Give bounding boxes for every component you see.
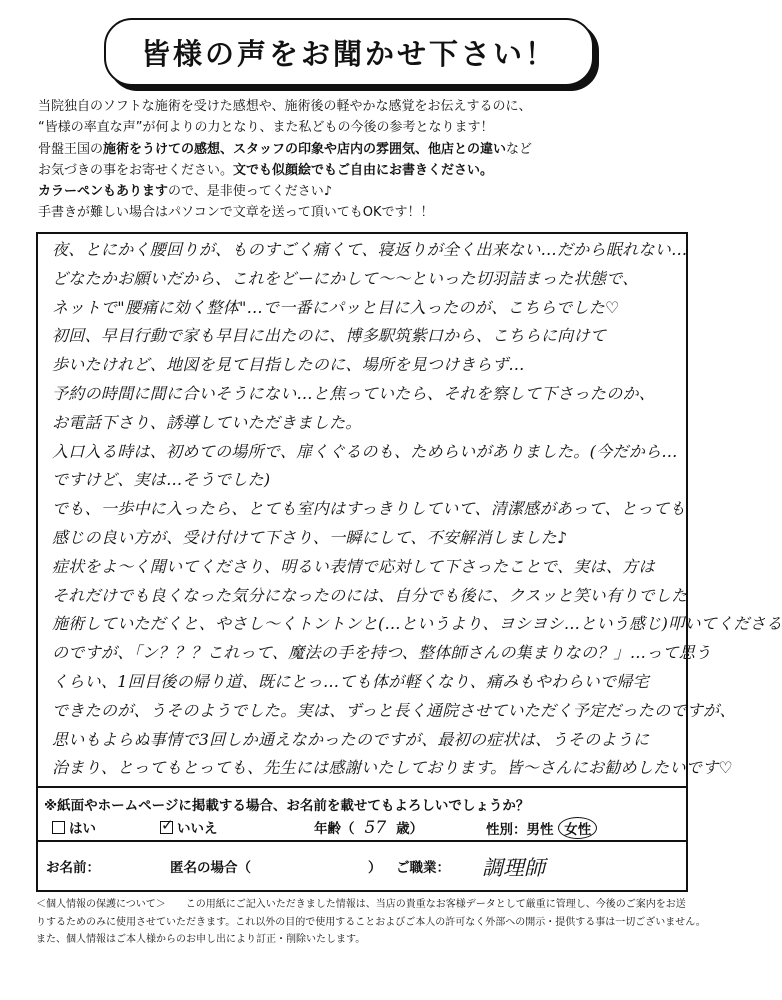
- intro-emphasis: カラーペンもあります: [38, 184, 169, 200]
- anonymous-label: 匿名の場合（: [170, 860, 251, 876]
- testimonial-line: 夜、とにかく腰回りが、ものすごく痛くて、寝返りが全く出来ない…だから眠れない…: [52, 240, 688, 259]
- consent-section: [36, 788, 688, 842]
- option-yes[interactable]: [52, 817, 96, 837]
- gender-field[interactable]: [486, 817, 597, 839]
- intro-emphasis: 施術をうけての感想、スタッフの印象や店内の雰囲気、他店との違い: [103, 141, 507, 157]
- privacy-line: また、個人情報はご本人様からのお申し出により訂正・削除いたします。: [36, 934, 366, 945]
- handwritten-testimonial: [52, 236, 782, 783]
- intro-segment: ので、是非使ってください♪: [168, 184, 333, 200]
- intro-line: 手書きが難しい場合はパソコンで文章を送って頂いてもOKです！！: [38, 205, 434, 221]
- testimonial-line: でも、一歩中に入ったら、とても室内はすっきりしていて、清潔感があって、とっても: [52, 499, 686, 519]
- testimonial-line: 初回、早目行動で家も早目に出たのに、博多駅筑紫口から、こちらに向けて: [52, 326, 607, 346]
- intro-emphasis: 文でも似顔絵でもご自由にお書きください。: [233, 162, 494, 178]
- yes-label: はい: [69, 821, 96, 837]
- testimonial-line: 思いもよらぬ事情で3回しか通えなかったのですが、最初の症状は、うそのように: [52, 729, 650, 749]
- occupation-value: 調理師: [482, 856, 545, 880]
- intro-line: [38, 139, 688, 160]
- check-mark-icon: ✓: [161, 816, 174, 834]
- intro-segment: 骨盤王国の: [38, 141, 104, 157]
- intro-segment: など: [506, 141, 533, 157]
- intro-text: [38, 96, 688, 224]
- consent-question: ※紙面やホームページに掲載する場合、お名前を載せてもよろしいでしょうか？: [44, 798, 530, 814]
- testimonial-line: 症状をよ～く聞いてくださり、明るい表情で応対して下さったことで、実は、方は: [52, 556, 655, 576]
- age-suffix: 歳）: [396, 821, 424, 837]
- intro-line: [38, 181, 688, 202]
- testimonial-line: お電話下さり、誘導していただきました。: [52, 412, 362, 432]
- no-label: いいえ: [177, 821, 218, 837]
- privacy-line: ＜個人情報の保護について＞ この用紙にご記入いただきました情報は、当店の貴重なお客様データとして厳重に管理し、今後のご案内をお送: [36, 899, 686, 910]
- testimonial-line: できたのが、うそのようでした。実は、ずっと長く通院させていただく予定だったのですが、: [52, 700, 736, 720]
- testimonial-line: 予約の時間に間に合いそうにない…と焦っていたら、それを察して下さったのか、: [52, 383, 656, 403]
- intro-line: “皆様の率直な声”が何よりの力となり、また私どもの今後の参考となります！: [38, 120, 494, 136]
- testimonial-line: 歩いたけれど、地図を見て目指したのに、場所を見つけきらず…: [52, 355, 525, 375]
- name-section: [36, 842, 688, 892]
- age-field[interactable]: [314, 817, 423, 838]
- intro-segment: お気づきの事をお寄せください。: [38, 162, 234, 178]
- testimonial-line: ですけど、実は…そうでした): [52, 470, 271, 490]
- occupation-label: ご職業：: [396, 860, 450, 876]
- name-label: お名前：: [46, 860, 100, 876]
- gender-label: 性別：: [486, 822, 527, 838]
- intro-line: 当院独自のソフトな施術を受けた感想や、施術後の軽やかな感覚をお伝えするのに、: [38, 99, 532, 114]
- privacy-notice: [36, 896, 706, 949]
- yes-checkbox[interactable]: [52, 821, 65, 834]
- age-value: 57: [364, 818, 387, 838]
- option-no[interactable]: [160, 817, 218, 837]
- no-checkbox[interactable]: [160, 816, 174, 834]
- gender-male[interactable]: 男性: [526, 822, 554, 838]
- testimonial-line: 感じの良い方が、受け付けて下さり、一瞬にして、不安解消しました♪: [52, 527, 568, 547]
- testimonial-line: 治まり、とってもとっても、先生には感謝いたしております。皆～さんにお勧めしたいです♡: [52, 758, 734, 778]
- testimonial-line: どなたかお願いだから、これをどーにかして～～といった切羽詰まった状態で、: [52, 268, 639, 288]
- age-label: 年齢（: [314, 821, 355, 837]
- title-banner: [104, 18, 594, 86]
- intro-line: [38, 160, 688, 181]
- gender-female-selected[interactable]: 女性: [558, 817, 597, 839]
- anonymous-close: ）: [368, 860, 382, 876]
- testimonial-line: 施術していただくと、やさし～くトントンと(…というより、ヨシヨシ…という感じ)叩いてくださる: [52, 614, 782, 634]
- testimonial-line: それだけでも良くなった気分になったのには、自分でも後に、クスッと笑い有りでした: [52, 585, 688, 605]
- testimonial-box: [36, 232, 782, 788]
- testimonial-line: ネットで"腰痛に効く整体"…で一番にパッと目に入ったのが、こちらでした♡: [52, 297, 620, 317]
- page-title: 皆様の声をお聞かせ下さい！: [140, 36, 557, 71]
- privacy-line: りするためのみに使用させていただきます。これ以外の目的で使用することおよびご本人の許可なく外部への開示・提供する事は一切ございません。: [36, 916, 706, 928]
- testimonial-line: のですが、「ン？？？これって、魔法の手を持つ、整体師さんの集まりなの？」…って思う: [52, 643, 712, 663]
- testimonial-line: くらい、1回目後の帰り道、既にとっ…ても体が軽くなり、痛みもやわらいで帰宅: [52, 671, 649, 691]
- testimonial-line: 入口入る時は、初めての場所で、扉くぐるのも、ためらいがありました。(今だから…: [52, 441, 678, 461]
